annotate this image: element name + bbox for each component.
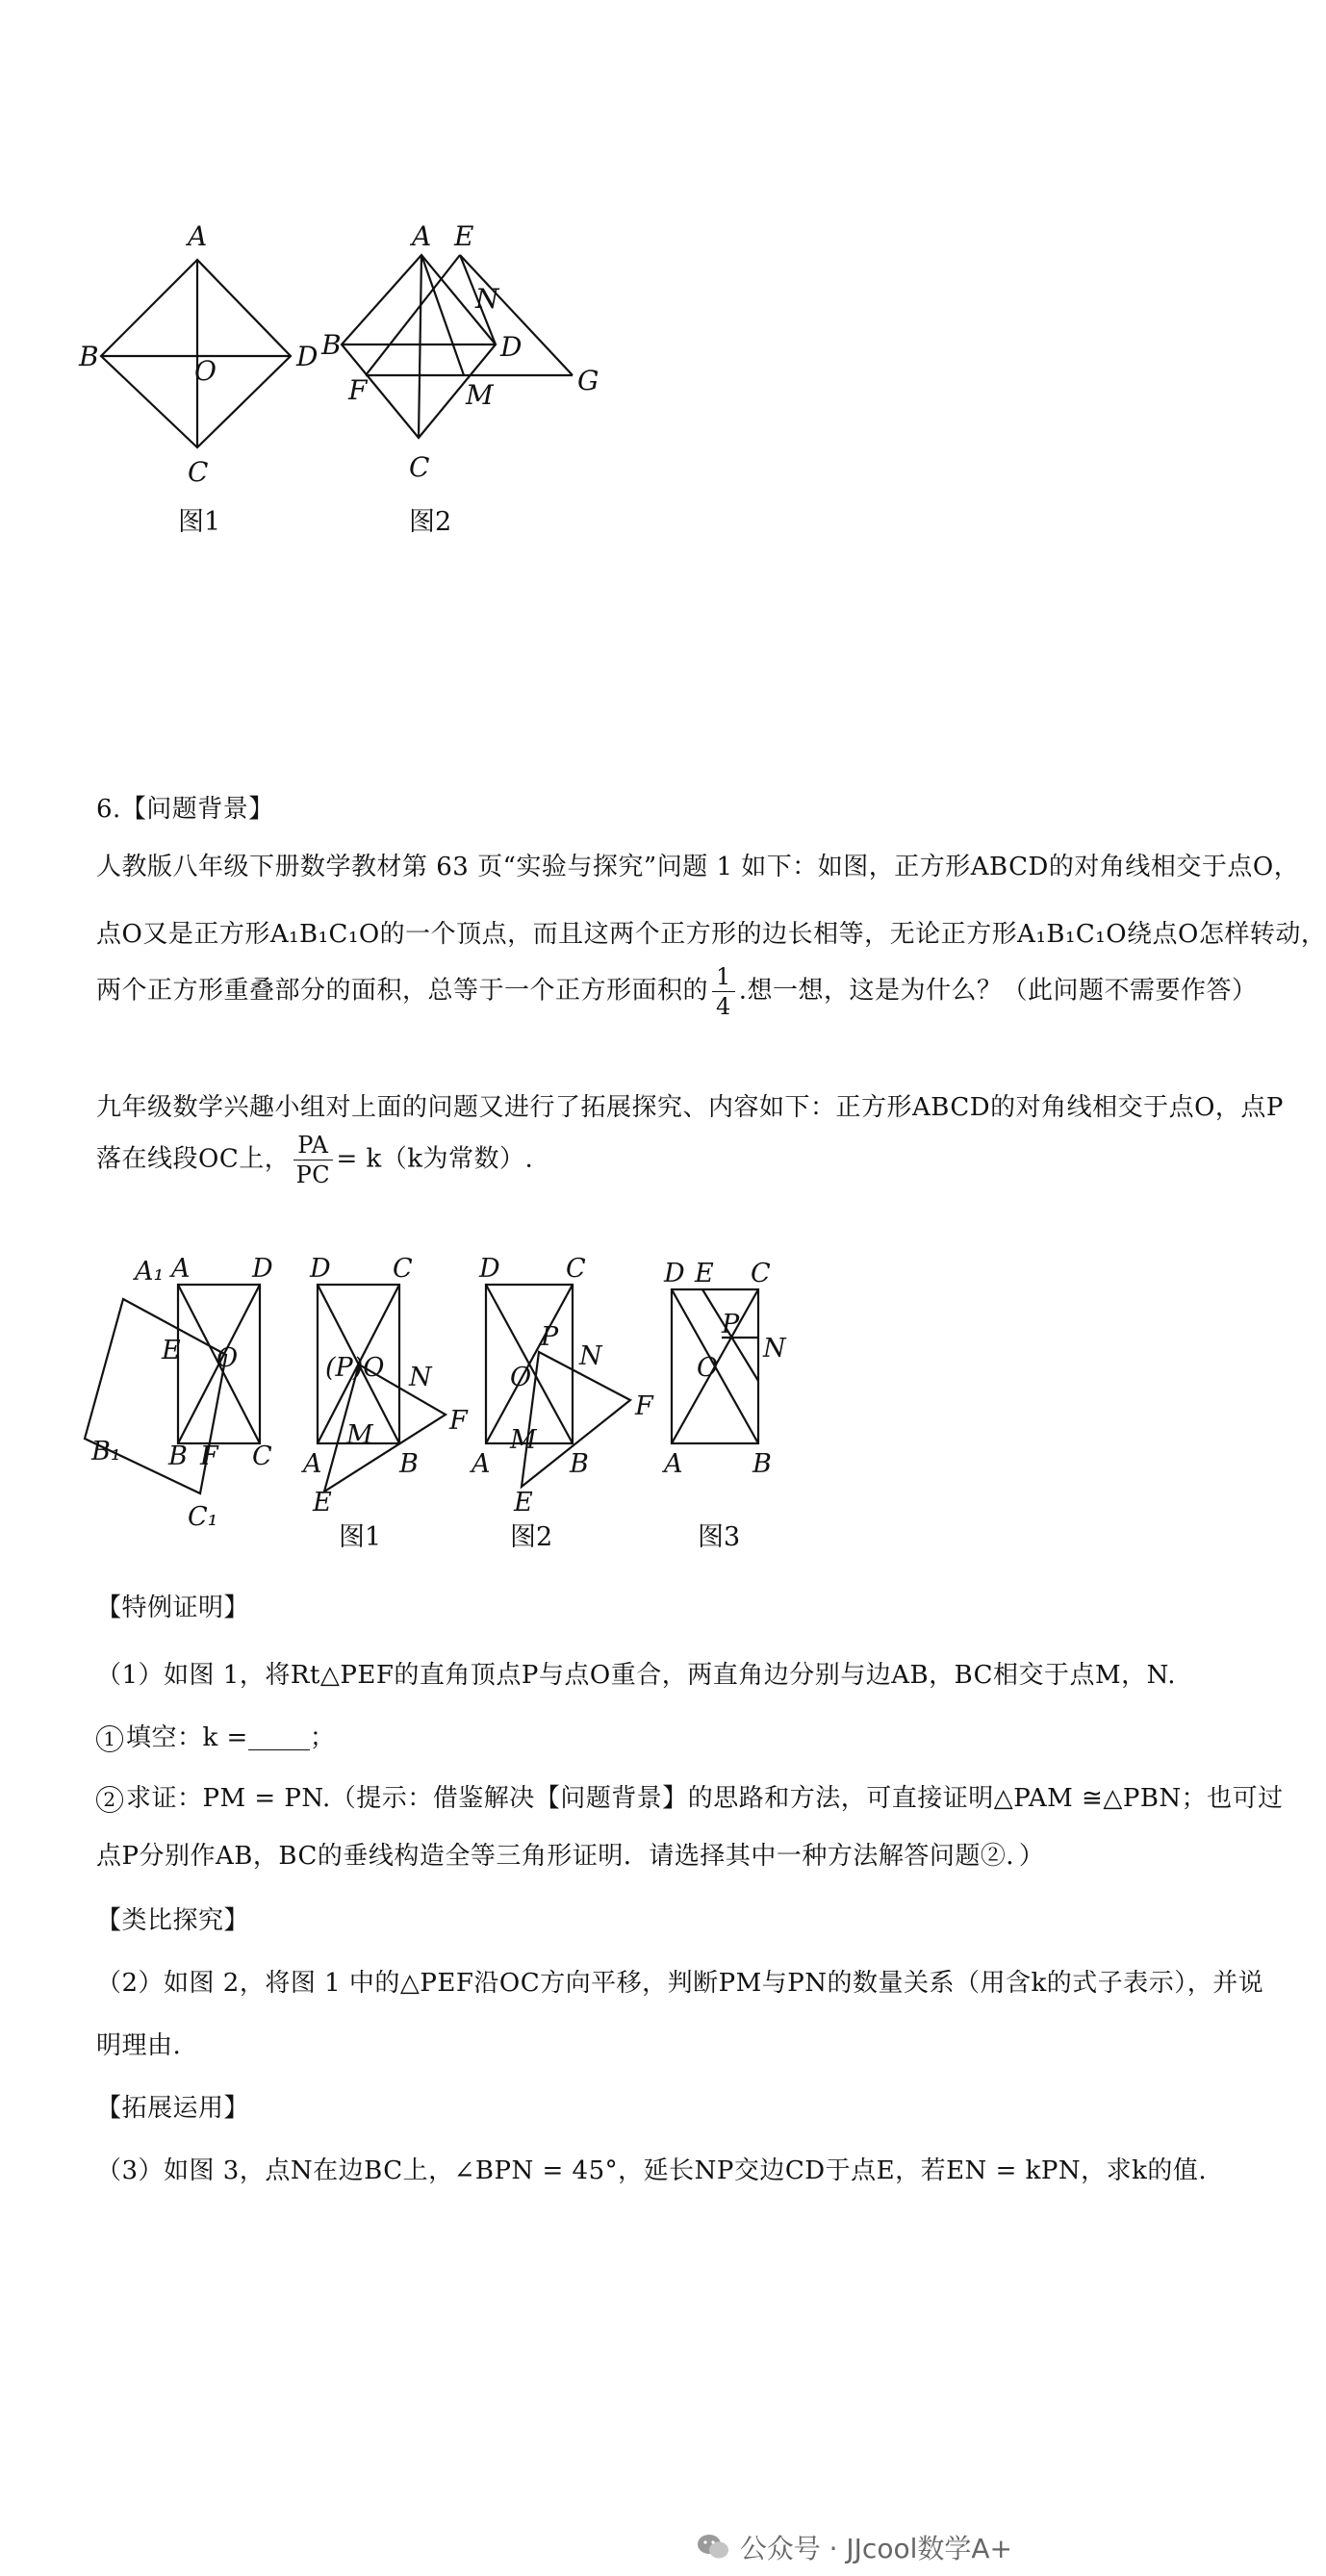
extension-line-2-pre: 落在线段OC上， (96, 1144, 291, 1174)
fig0-label-E: E (162, 1336, 181, 1365)
wechat-icon (696, 2533, 730, 2562)
fig1-label-F: F (449, 1406, 468, 1436)
circled-number-2: 2 (96, 1786, 123, 1813)
fig2-label-E: E (454, 220, 474, 252)
fig1-label-B: B (79, 341, 99, 372)
fig1-label-O: O (194, 355, 217, 387)
circled-number-1: 1 (96, 1725, 123, 1752)
fig0-label-B: B (168, 1441, 188, 1471)
fig2-label-O: O (510, 1363, 532, 1392)
fig2-label-B: B (570, 1449, 589, 1479)
question-1-2-text: 求证：PM = PN.（提示：借鉴解决【问题背景】的思路和方法，可直接证明△PAM ≅△PBN；也可过 (126, 1784, 1284, 1813)
fig2-label-F: F (348, 374, 368, 406)
fig0-label-O: O (217, 1343, 239, 1373)
fig1-label-A: A (188, 220, 208, 252)
fig1-label-D: D (296, 341, 319, 372)
fig2-label-N: N (579, 1341, 602, 1371)
fig2-label-C: C (566, 1254, 586, 1284)
fig2-label-G: G (577, 365, 599, 396)
fig3-label-N: N (763, 1334, 786, 1364)
fig3-label-P: P (722, 1310, 740, 1339)
fig1-label-C: C (188, 456, 209, 488)
fig0-label-A1: A₁ (135, 1257, 165, 1287)
special-proof-heading: 【特例证明】 (96, 1594, 250, 1622)
fig2-label-F: F (635, 1391, 653, 1421)
problem-heading: 6.【问题背景】 (96, 795, 274, 824)
fig1-label-M: M (346, 1420, 373, 1450)
fig2-label-D: D (479, 1254, 500, 1284)
fig3-label-B: B (752, 1449, 772, 1479)
question-1-1-text: 填空：k = (126, 1723, 248, 1752)
fig3-label-D: D (664, 1259, 685, 1288)
fig2-label-N: N (475, 283, 499, 315)
extension-heading: 【拓展运用】 (96, 2094, 250, 2123)
fig0-label-A: A (171, 1254, 191, 1284)
fig3-label-O: O (697, 1353, 719, 1383)
background-line-3-pre: 两个正方形重叠部分的面积，总等于一个正方形面积的 (96, 976, 709, 1006)
question-1-2-line-2: 点P分别作AB，BC的垂线构造全等三角形证明．请选择其中一种方法解答问题②．） (96, 1842, 1045, 1871)
fig1-label-A: A (303, 1449, 322, 1479)
fig1-label-C: C (393, 1254, 413, 1284)
background-line-3-post: .想一想，这是为什么？（此问题不需要作答） (738, 976, 1258, 1006)
fig3-label-E: E (695, 1259, 714, 1288)
fig0-label-B1: B₁ (91, 1437, 121, 1467)
extension-line-2 (96, 1131, 533, 1189)
fig0-label-C: C (252, 1441, 272, 1471)
analogy-heading: 【类比探究】 (96, 1906, 250, 1935)
mid-fig2-caption: 图2 (510, 1522, 553, 1552)
fraction-denominator: 4 (716, 993, 731, 1020)
watermark (696, 2528, 1012, 2566)
question-2-line-2: 明理由. (96, 2031, 182, 2060)
fig2-label-M: M (466, 379, 494, 411)
fig2-label-C: C (409, 451, 430, 483)
fig0-label-D: D (252, 1254, 273, 1284)
fig3-label-A: A (664, 1449, 683, 1479)
question-2-line-1: （2）如图 2，将图 1 中的△PEF沿OC方向平移，判断PM与PN的数量关系（用含k的式子表示），并说 (96, 1969, 1264, 1998)
background-line-3 (96, 962, 1258, 1021)
background-line-2: 点O又是正方形A₁B₁C₁O的一个顶点，而且这两个正方形的边长相等，无论正方形A₁B₁C₁O绕点O怎样转动， (96, 920, 1326, 949)
fig2-label-M: M (510, 1425, 537, 1455)
fig1-label-PO: (P)O (325, 1353, 385, 1383)
top-fig2-caption: 图2 (409, 507, 452, 537)
answer-blank (248, 1728, 310, 1750)
top-fig1-caption: 图1 (178, 507, 221, 537)
fig2-label-A: A (412, 220, 432, 252)
fig1-label-N: N (409, 1363, 432, 1392)
extension-line-1: 九年级数学兴趣小组对上面的问题又进行了拓展探究、内容如下：正方形ABCD的对角线相交于点O，点P (96, 1093, 1284, 1122)
top-figures (77, 202, 616, 568)
ratio-numerator: PA (293, 1131, 332, 1160)
fig2-label-E: E (514, 1488, 533, 1518)
ratio-denominator: PC (295, 1161, 331, 1188)
fig0-label-C1: C₁ (188, 1502, 218, 1532)
fig1-label-E: E (313, 1488, 332, 1518)
watermark-text: 公众号 · JJcool数学A+ (739, 2533, 1012, 2564)
question-3: （3）如图 3，点N在边BC上，∠BPN = 45°，延长NP交边CD于点E，若EN = kPN，求k的值. (96, 2156, 1208, 2185)
fig2-label-A: A (472, 1449, 491, 1479)
fig0-label-F: F (200, 1441, 218, 1471)
fraction-numerator: 1 (712, 962, 735, 992)
fig2-label-B: B (321, 329, 342, 361)
fig2-label-D: D (500, 331, 523, 363)
question-1: （1）如图 1，将Rt△PEF的直角顶点P与点O重合，两直角边分别与边AB，BC相交于点M，N. (96, 1661, 1177, 1690)
quarter-fraction (712, 962, 735, 1021)
fig3-label-C: C (751, 1259, 771, 1288)
background-line-1: 人教版八年级下册数学教材第 63 页“实验与探究”问题 1 如下：如图，正方形ABCD的对角线相交于点O， (96, 853, 1300, 881)
ratio-fraction (293, 1131, 332, 1189)
extension-line-2-post: = k（k为常数）. (336, 1144, 534, 1174)
question-1-2 (96, 1778, 1284, 1814)
fig2-label-P: P (541, 1322, 559, 1352)
mid-fig3-caption: 图3 (698, 1522, 741, 1552)
fig1-label-D: D (310, 1254, 331, 1284)
mid-fig1-caption: 图1 (339, 1522, 382, 1552)
question-1-1-end: ； (309, 1723, 336, 1752)
question-1-1 (96, 1718, 335, 1753)
fig1-label-B: B (399, 1449, 419, 1479)
